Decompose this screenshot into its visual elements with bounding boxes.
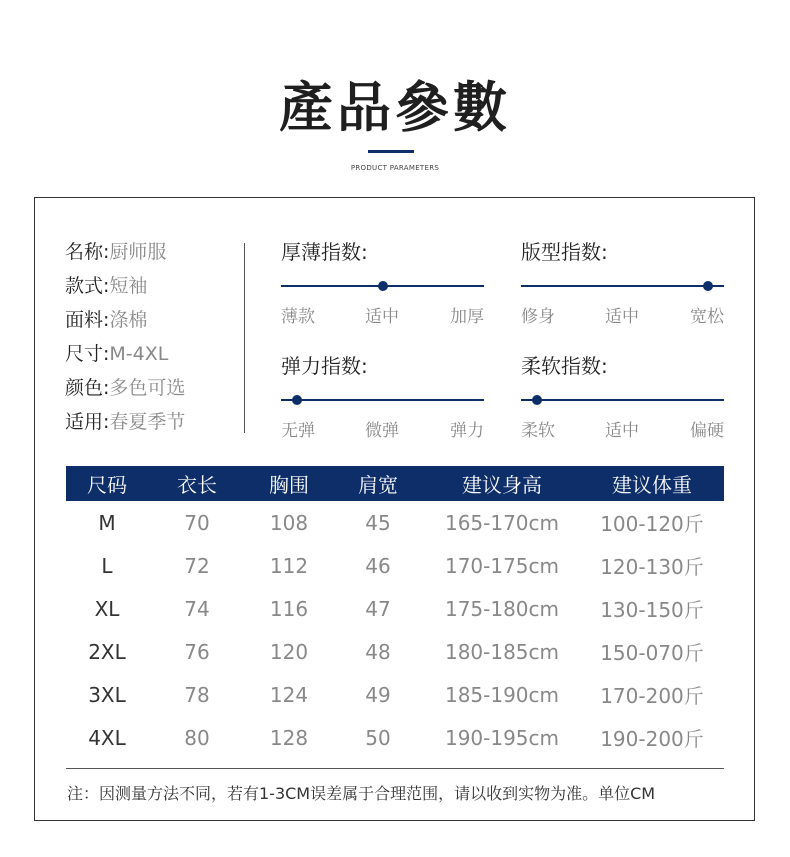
spec-list <box>65 238 185 442</box>
table-cell: 190-195cm <box>444 725 560 750</box>
spec-row <box>65 272 185 306</box>
table-cell: 190-200斤 <box>600 727 704 751</box>
meter-title: 版型指数: <box>521 240 608 264</box>
table-cell: 112 <box>269 553 309 578</box>
table-cell: L <box>101 553 113 578</box>
spec-key: 名称: <box>65 241 110 263</box>
table-cell: 2XL <box>88 639 126 664</box>
spec-value: 短袖 <box>109 275 148 297</box>
title-underline <box>368 150 414 153</box>
table-cell: 116 <box>269 596 309 621</box>
table-cell: 175-180cm <box>444 596 560 621</box>
meter-label: 弹力 <box>450 421 484 441</box>
spec-value: 春夏季节 <box>109 411 186 433</box>
spec-value: 多色可选 <box>109 377 186 399</box>
table-row <box>66 501 724 544</box>
spec-key: 适用: <box>65 411 110 433</box>
column-header: 衣长 <box>148 466 246 501</box>
elasticity-meter <box>281 352 484 441</box>
spec-key: 尺寸: <box>65 343 110 365</box>
meter-label: 柔软 <box>521 421 555 441</box>
table-cell: 124 <box>269 682 309 707</box>
table-cell: 48 <box>365 639 391 664</box>
table-row <box>66 544 724 587</box>
table-cell: 45 <box>365 510 391 535</box>
spec-row <box>65 408 185 442</box>
table-cell: 100-120斤 <box>600 512 704 536</box>
meter-label: 微弹 <box>365 421 399 441</box>
page-title: 產品參數 <box>279 75 511 139</box>
table-header-row <box>66 466 724 501</box>
spec-key: 款式: <box>65 275 110 297</box>
table-cell: 120-130斤 <box>600 555 704 579</box>
column-header: 肩宽 <box>332 466 424 501</box>
table-cell: 74 <box>184 596 210 621</box>
spec-key: 颜色: <box>65 377 110 399</box>
meter-label: 薄款 <box>281 307 315 327</box>
spec-row <box>65 306 185 340</box>
table-row <box>66 587 724 630</box>
table-cell: 180-185cm <box>444 639 560 664</box>
meter-labels <box>521 302 724 326</box>
table-cell: 170-200斤 <box>600 684 704 708</box>
table-cell: 128 <box>269 725 309 750</box>
meter-label: 适中 <box>365 307 399 327</box>
column-header: 建议体重 <box>580 466 724 501</box>
table-cell: 170-175cm <box>444 553 560 578</box>
measurement-note: 注：因测量方法不同，若有1-3CM误差属于合理范围，请以收到实物为准。单位CM <box>67 784 656 803</box>
spec-row <box>65 340 185 374</box>
meter-track <box>281 399 484 401</box>
meter-label: 偏硬 <box>690 421 724 441</box>
spec-divider <box>244 243 245 433</box>
meter-indicator <box>378 281 388 291</box>
table-cell: 185-190cm <box>444 682 560 707</box>
meter-label: 宽松 <box>690 307 724 327</box>
meter-track <box>521 285 724 287</box>
column-header: 胸围 <box>246 466 332 501</box>
meter-labels <box>281 302 484 326</box>
meter-indicator <box>703 281 713 291</box>
table-cell: 46 <box>365 553 391 578</box>
table-cell: XL <box>94 596 120 621</box>
meter-labels <box>281 416 484 440</box>
meter-title: 厚薄指数: <box>281 240 368 264</box>
spec-row <box>65 238 185 272</box>
table-cell: 47 <box>365 596 391 621</box>
table-row <box>66 716 724 759</box>
table-cell: 130-150斤 <box>600 598 704 622</box>
table-cell: 50 <box>365 725 391 750</box>
table-cell: 3XL <box>88 682 126 707</box>
table-cell: 108 <box>269 510 309 535</box>
column-header: 尺码 <box>66 466 148 501</box>
meter-label: 修身 <box>521 307 555 327</box>
fit-meter <box>521 238 724 327</box>
meter-label: 无弹 <box>281 421 315 441</box>
table-row <box>66 673 724 716</box>
table-cell: 78 <box>184 682 210 707</box>
spec-value: 厨师服 <box>109 241 167 263</box>
table-cell: 165-170cm <box>444 510 560 535</box>
page-subtitle: PRODUCT PARAMETERS <box>350 164 440 172</box>
table-bottom-rule <box>66 768 724 769</box>
table-cell: 150-070斤 <box>600 641 704 665</box>
table-cell: 76 <box>184 639 210 664</box>
meter-labels <box>521 416 724 440</box>
meter-title: 弹力指数: <box>281 354 368 378</box>
table-cell: 120 <box>269 639 309 664</box>
table-cell: 72 <box>184 553 210 578</box>
meter-track <box>521 399 724 401</box>
size-table <box>66 466 724 759</box>
table-cell: M <box>98 510 116 535</box>
thickness-meter <box>281 238 484 327</box>
meter-label: 适中 <box>605 421 639 441</box>
meter-label: 适中 <box>605 307 639 327</box>
table-cell: 80 <box>184 725 210 750</box>
column-header: 建议身高 <box>424 466 580 501</box>
softness-meter <box>521 352 724 441</box>
meter-label: 加厚 <box>450 307 484 327</box>
spec-value: 涤棉 <box>109 309 148 331</box>
table-row <box>66 630 724 673</box>
table-cell: 4XL <box>88 725 126 750</box>
spec-key: 面料: <box>65 309 110 331</box>
table-cell: 49 <box>365 682 391 707</box>
meter-title: 柔软指数: <box>521 354 608 378</box>
spec-value: M-4XL <box>109 343 169 365</box>
spec-row <box>65 374 185 408</box>
table-cell: 70 <box>184 510 210 535</box>
